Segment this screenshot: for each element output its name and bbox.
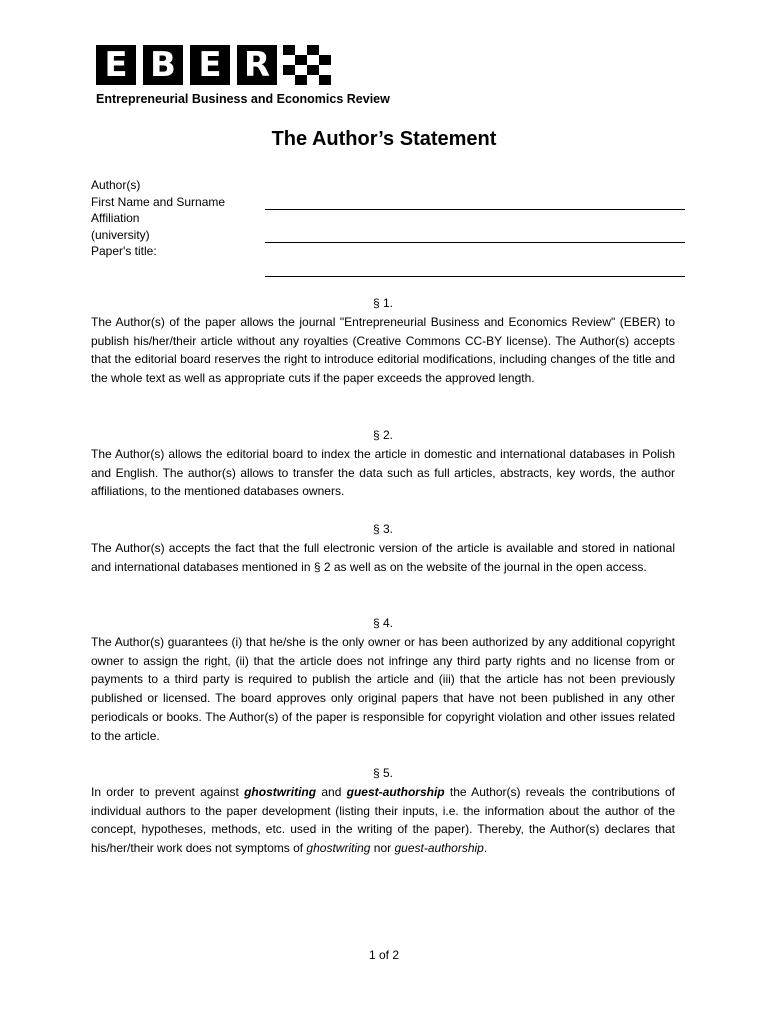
text-run-italic: guest-authorship	[394, 841, 484, 856]
logo-subtitle: Entrepreneurial Business and Economics Review	[96, 92, 390, 106]
section-2	[91, 426, 675, 501]
field-label-affiliation: Affiliation	[91, 211, 140, 226]
text-run-emphasis: ghostwriting	[244, 784, 317, 799]
field-label-paper-title: Paper's title:	[91, 244, 157, 259]
logo-letter: B	[143, 45, 183, 85]
section-body: The Author(s) accepts the fact that the full electronic version of the article is available and stored in national and international databases mentioned in § 2 as well as on the website of the journal in the open access.	[91, 540, 675, 574]
section-3	[91, 520, 675, 576]
logo-letter: E	[190, 45, 230, 85]
text-run: .	[483, 841, 488, 856]
text-run: the Author(s) reveals the contributions of individual authors to the paper development (listing their inputs, i.e. the information about the author of the concept, hypotheses, methods, etc. used in the writing of the paper). Thereby, the Author(s) declares that his/her/their work does not symptoms of	[91, 784, 675, 856]
field-label-authors: Author(s)	[91, 178, 141, 192]
eber-logo	[96, 45, 331, 85]
section-heading: § 4.	[372, 616, 393, 630]
field-label-name: First Name and Surname	[91, 194, 226, 209]
text-run-italic: ghostwriting	[306, 841, 371, 856]
paper-title-input-line[interactable]	[265, 276, 685, 277]
section-4	[91, 614, 675, 746]
section-heading: § 2.	[372, 428, 393, 442]
affiliation-input-line[interactable]	[265, 242, 685, 243]
page-number: 1 of 2	[368, 948, 400, 962]
checkerboard-icon	[283, 45, 331, 85]
page-title: The Author’s Statement	[271, 128, 497, 150]
logo-letter: E	[96, 45, 136, 85]
name-input-line[interactable]	[265, 209, 685, 210]
text-run: nor	[370, 841, 395, 856]
section-5	[91, 764, 675, 858]
section-heading: § 1.	[372, 296, 393, 310]
text-run: In order to prevent against	[91, 784, 245, 799]
text-run: and	[316, 784, 347, 799]
section-heading: § 5.	[372, 766, 393, 780]
author-fields	[91, 177, 225, 260]
section-heading: § 3.	[372, 522, 393, 536]
section-body: The Author(s) of the paper allows the journal "Entrepreneurial Business and Economics Review" (EBER) to publish his/her/their article without any royalties (Creative Commons CC-BY license). The Author(s) accepts that the editorial board reserves the right to introduce editorial modifications, including changes of the title and the whole text as well as appropriate cuts if the paper exceeds the approved length.	[91, 314, 675, 386]
section-1	[91, 294, 675, 388]
section-body	[91, 783, 675, 858]
section-body: The Author(s) guarantees (i) that he/she is the only owner or has been authorized by any additional copyright owner to assign the right, (ii) that the article does not infringe any third party rights and no license from or payments to a third party is required to publish the article and (iii) that the article has not been previously published or licensed. The board approves only original papers that have not been published in any other periodicals or books. The Author(s) of the paper is responsible for copyright violation and other issues related to the article.	[91, 634, 675, 743]
section-body: The Author(s) allows the editorial board to index the article in domestic and international databases in Polish and English. The author(s) allows to transfer the data such as full articles, abstracts, key words, the author affiliations, to the mentioned databases owners.	[91, 446, 675, 499]
logo-letter: R	[237, 45, 277, 85]
field-label-university: (university)	[91, 227, 150, 242]
text-run-emphasis: guest-authorship	[346, 784, 445, 799]
